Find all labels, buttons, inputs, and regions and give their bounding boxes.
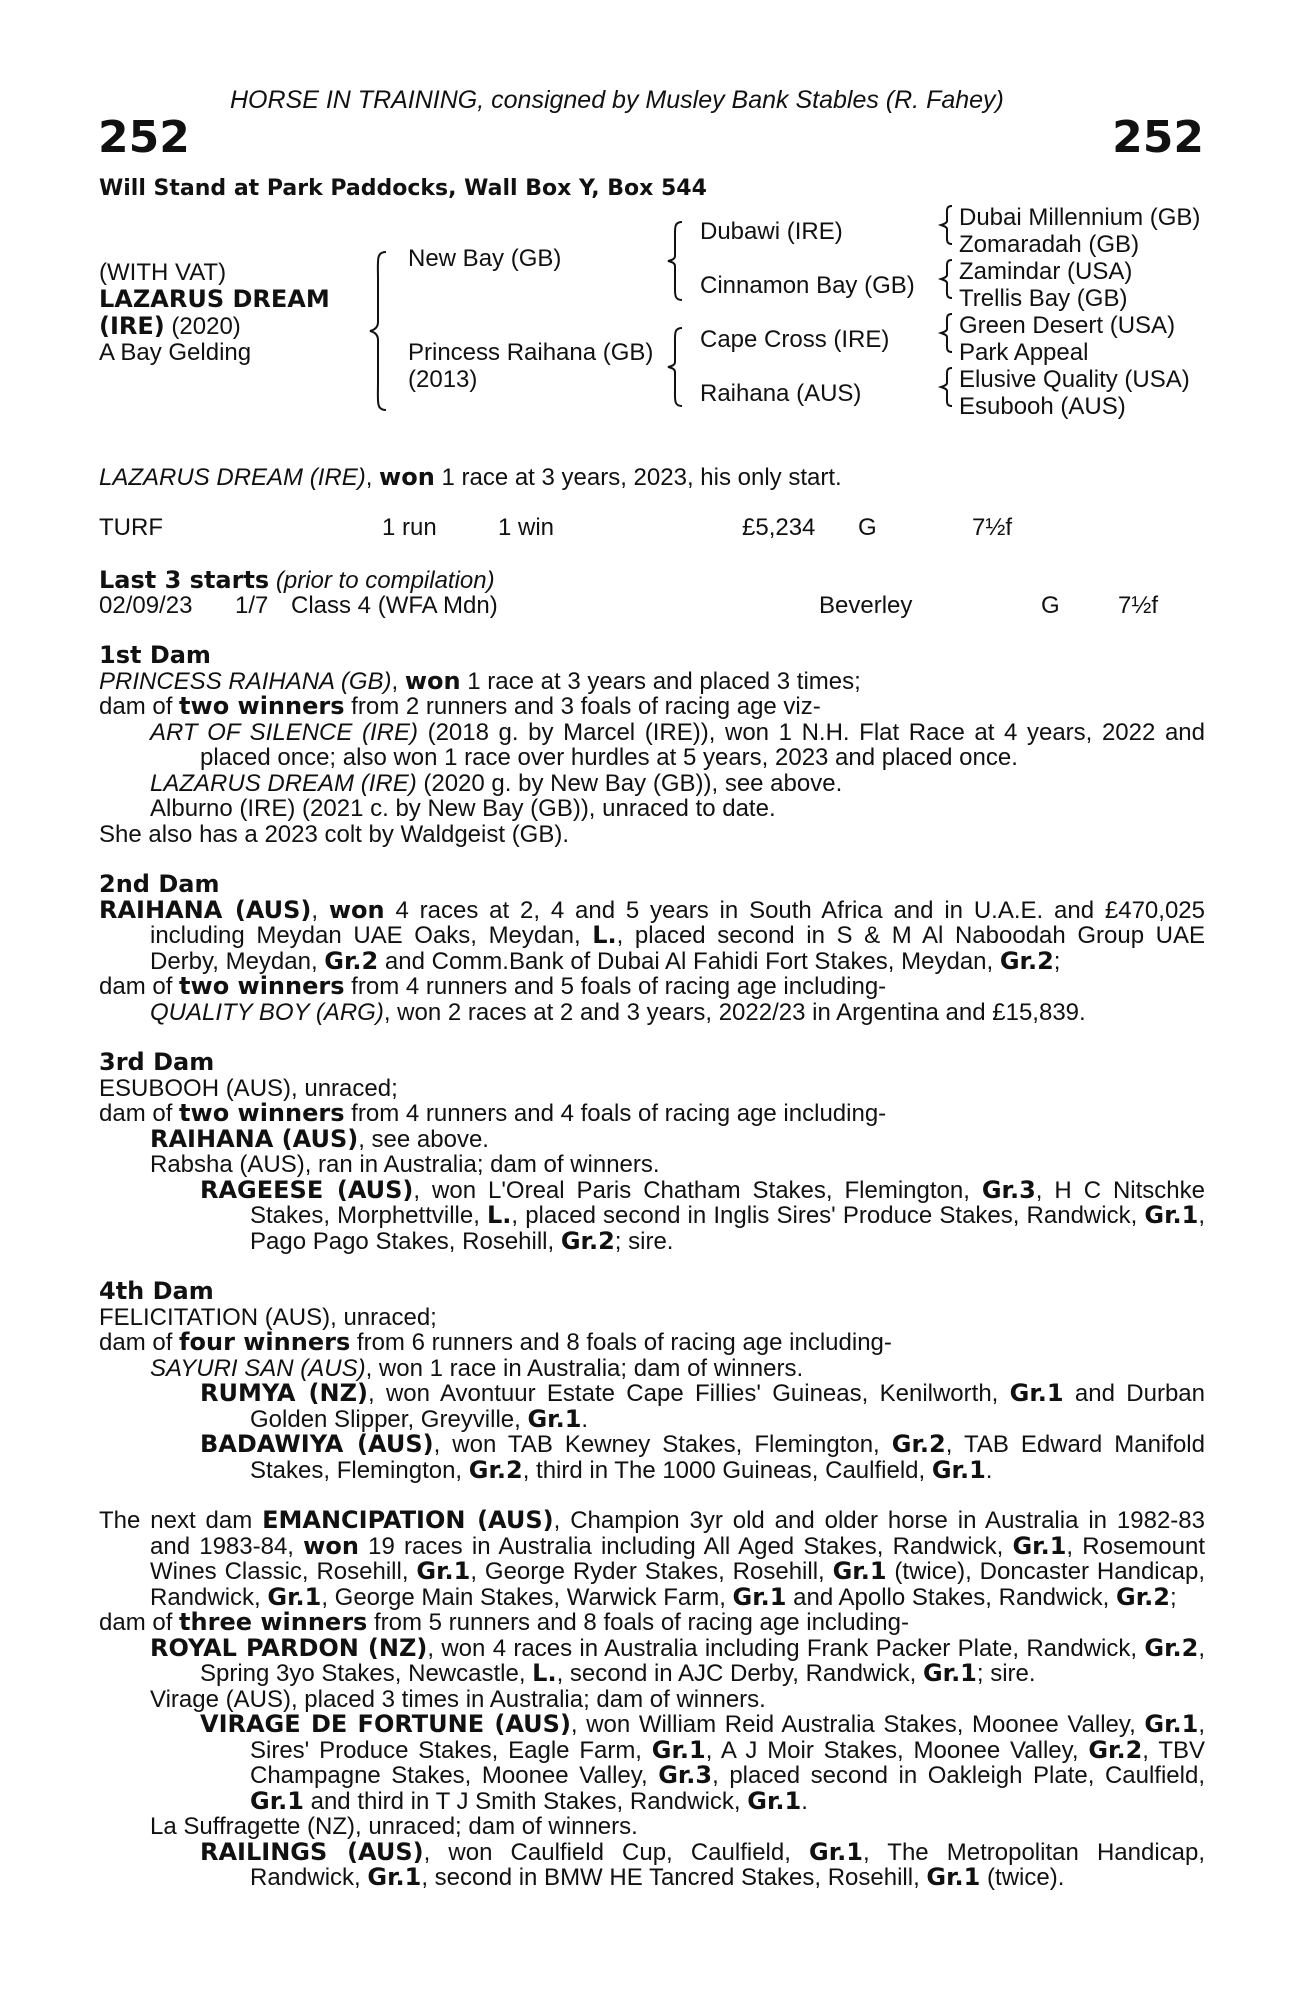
horse-description: A Bay Gelding [99,339,252,366]
pedigree-bracket-sire [668,220,686,302]
produce-entry [99,1124,1205,1153]
second-dam-line [99,895,1206,975]
produce-entry: Rabsha (AUS), ran in Australia; dam of winners. [150,1151,660,1178]
pedigree-bracket-dd [941,366,955,408]
text: and third in T J Smith Stakes, Randwick, [303,1787,748,1815]
text: from 4 runners and 5 foals of racing age including- [344,973,887,1000]
horse-name: LAZARUS DREAM [99,285,330,313]
grade: L. [532,1659,557,1687]
horse-year: (2020) [164,313,241,340]
pedigree-sds: Zamindar (USA) [959,258,1133,285]
stand-location: Will Stand at Park Paddocks, Wall Box Y, Box 544 [99,176,707,201]
text: from 6 runners and 8 foals of racing age including- [350,1329,892,1356]
grade: Gr.1 [416,1557,471,1585]
text: , Rosemount Wines Classic, Rosehill, [150,1532,1205,1585]
produce-entry [99,771,1205,797]
grade: Gr.1 [926,1863,981,1891]
text: The next dam [99,1507,263,1534]
text: dam of [99,973,180,1000]
record-distance: 7½f [972,514,1013,541]
pedigree-bracket-ds [941,312,955,354]
grade: Gr.1 [367,1863,422,1891]
next-dam-produce-line [99,1610,1205,1636]
record-surface: TURF [99,514,163,541]
text: , won 4 races in Australia including Frank Packer Plate, Randwick, [427,1634,1145,1662]
grade: Gr.2 [999,946,1054,975]
pedigree-bracket-ss [941,204,955,246]
produce-entry [99,1837,1206,1891]
grade: Gr.2 [1088,1735,1143,1764]
pedigree-sire: New Bay (GB) [408,245,562,272]
last-start-course: Beverley [819,592,913,619]
text: , won 1 race in Australia; dam of winners. [365,1354,804,1382]
produce-entry [99,720,1205,771]
grade: Gr.3 [981,1175,1036,1204]
lot-number-left: 252 [98,112,190,163]
first-dam-produce-line [99,694,1205,720]
first-dam-heading: 1st Dam [99,641,211,669]
summary-won: won [379,463,435,491]
produce-name: RAGEESE (AUS) [200,1175,414,1204]
text: and Apollo Stakes, Randwick, [786,1583,1116,1611]
winners-count: two winners [179,972,345,1000]
text: and Comm.Bank of Dubai Al Fahidi Fort Stakes, Meydan, [378,947,1000,975]
text: , see above. [358,1125,489,1153]
text: , second in BMW HE Tancred Stakes, Rosehill, [421,1864,927,1891]
pedigree-sdd: Trellis Bay (GB) [959,285,1128,312]
second-dam-name: RAIHANA (AUS) [99,895,312,924]
horse-suffix: (IRE) [99,312,165,340]
last-start-race: Class 4 (WFA Mdn) [291,592,498,619]
text: from 4 runners and 4 foals of racing age including- [344,1100,887,1127]
race-summary: LAZARUS DREAM (IRE), won 1 race at 3 years, 2023, his only start. [99,463,842,491]
grade: Gr.2 [891,1430,946,1458]
produce-entry [99,1712,1205,1814]
produce-name: ROYAL PARDON (NZ) [150,1633,428,1662]
grade: Gr.1 [747,1786,802,1815]
last-starts-title: Last 3 starts [99,566,270,594]
produce-name: ART OF SILENCE (IRE) [150,718,418,746]
text: , Champion 3yr old and older horse in Australia in 1982-83 and 1983-84, [150,1507,1205,1560]
grade: Gr.2 [324,946,379,975]
winners-count: three winners [179,1608,368,1636]
fourth-dam-line: FELICITATION (AUS), unraced; [99,1303,437,1331]
text: dam of [99,693,180,720]
grade: Gr.1 [931,1455,986,1484]
sep: , [391,667,405,695]
produce-entry [99,1000,1205,1026]
text: and Durban Golden Slipper, Greyville, [250,1380,1205,1433]
text: (2018 g. by Marcel (IRE)), won 1 N.H. Flat Race at 4 years, 2022 and placed once; also won 1 race over hurdles at 5 years, 2023 and placed once. [200,718,1205,771]
text: 19 races in Australia including All Aged Stakes, Randwick, [358,1532,1013,1560]
produce-entry [99,1175,1205,1255]
fourth-dam-produce-line [99,1330,1205,1356]
pedigree-dam-dam: Raihana (AUS) [700,380,862,407]
summary-name: LAZARUS DREAM (IRE) [99,464,366,491]
record-wins: 1 win [498,514,555,541]
first-dam-line [99,666,1205,695]
produce-name: QUALITY BOY (ARG) [150,998,384,1026]
grade: Gr.1 [527,1404,582,1433]
grade: Gr.2 [1144,1633,1199,1662]
text: , TAB Edward Manifold Stakes, Flemington, [250,1431,1205,1484]
winners-count: four winners [179,1328,351,1356]
text: . [985,1456,993,1484]
text: , The Metropolitan Handicap, Randwick, [250,1838,1206,1891]
next-dam-line [99,1508,1205,1610]
pedigree-dam: Princess Raihana (GB) [408,339,654,366]
text: from 5 runners and 8 foals of racing age including- [367,1609,909,1636]
text: (2020 g. by New Bay (GB)), see above. [416,769,843,797]
text: ; [1169,1583,1177,1611]
produce-name: RAIHANA (AUS) [150,1124,359,1153]
text: ; sire. [614,1227,674,1255]
last-start-date: 02/09/23 [99,592,193,619]
text: ; sire. [976,1660,1036,1687]
grade: Gr.1 [1012,1531,1067,1560]
first-dam-section [99,643,1205,847]
summary-rest: 1 race at 3 years, 2023, his only start. [434,464,842,491]
text: , won Caulfield Cup, Caulfield, [423,1838,810,1866]
pedigree-dsd: Park Appeal [959,339,1089,366]
text: , placed second in S & M Al Naboodah Group UAE Derby, Meydan, [150,922,1206,975]
grade: Gr.1 [732,1582,787,1611]
pedigree-bracket-sd [941,258,955,300]
third-dam-line: ESUBOOH (AUS), unraced; [99,1074,398,1102]
produce-name: RAILINGS (AUS) [200,1837,424,1866]
second-dam-produce-line [99,974,1205,1000]
winners-count: two winners [179,692,345,720]
pedigree-dss: Green Desert (USA) [959,312,1176,339]
grade: L. [487,1201,512,1229]
last-start-distance: 7½f [1118,592,1159,619]
text: dam of [99,1100,180,1127]
text: , won TAB Kewney Stakes, Flemington, [433,1431,892,1458]
produce-note: She also has a 2023 colt by Waldgeist (GB). [99,820,570,848]
won-label: won [303,1531,359,1560]
produce-name: RUMYA (NZ) [200,1379,368,1407]
next-dam-name: EMANCIPATION (AUS) [262,1506,554,1534]
text: , won William Reid Australia Stakes, Moonee Valley, [570,1711,1145,1738]
won-label: won [404,666,461,695]
record-going: G [858,514,877,541]
third-dam-section [99,1050,1205,1254]
produce-entry [99,1381,1205,1432]
produce-name: SAYURI SAN (AUS) [150,1354,366,1382]
pedigree-ddd: Esubooh (AUS) [959,393,1126,420]
grade: Gr.2 [560,1226,615,1255]
text: . [801,1787,808,1815]
grade: Gr.1 [922,1659,977,1687]
grade: Gr.1 [809,1837,863,1866]
text: , won L'Oreal Paris Chatham Stakes, Flemington, [413,1176,982,1204]
sep: , [311,896,329,924]
third-dam-heading: 3rd Dam [99,1048,215,1076]
second-dam-section [99,872,1205,1025]
produce-entry [99,1633,1205,1687]
produce-entry: La Suffragette (NZ), unraced; dam of winners. [150,1813,638,1840]
produce-entry: Alburno (IRE) (2021 c. by New Bay (GB)), unraced to date. [150,795,776,822]
pedigree-sire-dam: Cinnamon Bay (GB) [700,272,915,299]
produce-entry: Virage (AUS), placed 3 times in Australia; dam of winners. [150,1685,766,1713]
text: , Spring 3yo Stakes, Newcastle, [200,1634,1205,1687]
second-dam-heading: 2nd Dam [99,870,220,898]
last-starts-note: (prior to compilation) [269,567,495,594]
produce-name: VIRAGE DE FORTUNE (AUS) [200,1710,571,1738]
pedigree-dam-year: (2013) [408,366,478,393]
winners-count: two winners [179,1099,345,1127]
last-starts-heading [99,567,495,594]
pedigree-dam-sire: Cape Cross (IRE) [700,326,890,353]
grade: Gr.2 [468,1455,523,1484]
text: , George Ryder Stakes, Rosehill, [470,1558,833,1585]
won-label: won [328,895,385,924]
grade: Gr.1 [250,1786,304,1815]
text: ; [1053,947,1061,975]
text: dam of [99,1329,180,1356]
grade: L. [592,921,617,949]
grade: Gr.1 [1144,1201,1199,1229]
text: , H C Nitschke Stakes, Morphettville, [250,1176,1205,1229]
pedigree-ssd: Zomaradah (GB) [959,231,1140,258]
grade: Gr.1 [1144,1710,1199,1738]
text: , second in AJC Derby, Randwick, [556,1660,923,1687]
text: (twice). [980,1864,1065,1891]
text: dam of [99,1609,180,1636]
text: , Pago Pago Stakes, Rosehill, [250,1202,1205,1255]
consignment-line: HORSE IN TRAINING, consigned by Musley Bank Stables (R. Fahey) [230,86,1004,114]
text: , placed second in Inglis Sires' Produce Stakes, Randwick, [511,1202,1145,1229]
horse-name-line2 [99,313,241,340]
grade: Gr.3 [658,1761,713,1789]
text: (twice), Doncaster Handicap, Randwick, [150,1558,1206,1611]
fourth-dam-heading: 4th Dam [99,1277,214,1305]
grade: Gr.1 [267,1582,322,1611]
text: from 2 runners and 3 foals of racing age viz- [344,693,821,720]
grade: Gr.1 [651,1735,706,1764]
produce-name: BADAWIYA (AUS) [200,1430,434,1458]
fourth-dam-section [99,1279,1205,1483]
first-dam-name: PRINCESS RAIHANA (GB) [99,667,392,695]
pedigree-sss: Dubai Millennium (GB) [959,204,1201,231]
text: , third in The 1000 Guineas, Caulfield, [522,1456,932,1484]
grade: Gr.1 [832,1557,887,1585]
text: , A J Moir Stakes, Moonee Valley, [705,1736,1089,1764]
last-start-position: 1/7 [235,592,269,619]
produce-name: LAZARUS DREAM (IRE) [150,769,417,797]
text: , won 2 races at 2 and 3 years, 2022/23 in Argentina and £15,839. [383,998,1086,1026]
record-runs: 1 run [382,514,437,541]
text: 1 race at 3 years and placed 3 times; [460,667,861,695]
text: 4 races at 2, 4 and 5 years in South Africa and in U.A.E. and £470,025 including Meydan UAE Oaks, Meydan, [150,896,1205,949]
pedigree-bracket-dam [668,326,686,408]
text: , won Avontuur Estate Cape Fillies' Guineas, Kenilworth, [367,1380,1010,1407]
text: , Sires' Produce Stakes, Eagle Farm, [250,1711,1205,1764]
third-dam-produce-line [99,1101,1205,1127]
text: , George Main Stakes, Warwick Farm, [321,1583,733,1611]
produce-entry [99,1432,1205,1483]
grade: Gr.2 [1116,1582,1170,1611]
text: . [581,1405,589,1433]
produce-entry [99,1356,1205,1382]
last-start-going: G [1041,592,1060,619]
pedigree-bracket-sire-dam [370,250,390,412]
vat-note: (WITH VAT) [99,259,227,286]
grade: Gr.1 [1009,1379,1064,1407]
text: , placed second in Oakleigh Plate, Caulfield, [712,1762,1206,1789]
record-prize: £5,234 [742,514,816,541]
pedigree-sire-sire: Dubawi (IRE) [700,218,843,245]
pedigree-dds: Elusive Quality (USA) [959,366,1190,393]
lot-number-right: 252 [1112,112,1204,163]
text: , TBV Champagne Stakes, Moonee Valley, [250,1736,1206,1789]
next-dam-section [99,1508,1205,1891]
